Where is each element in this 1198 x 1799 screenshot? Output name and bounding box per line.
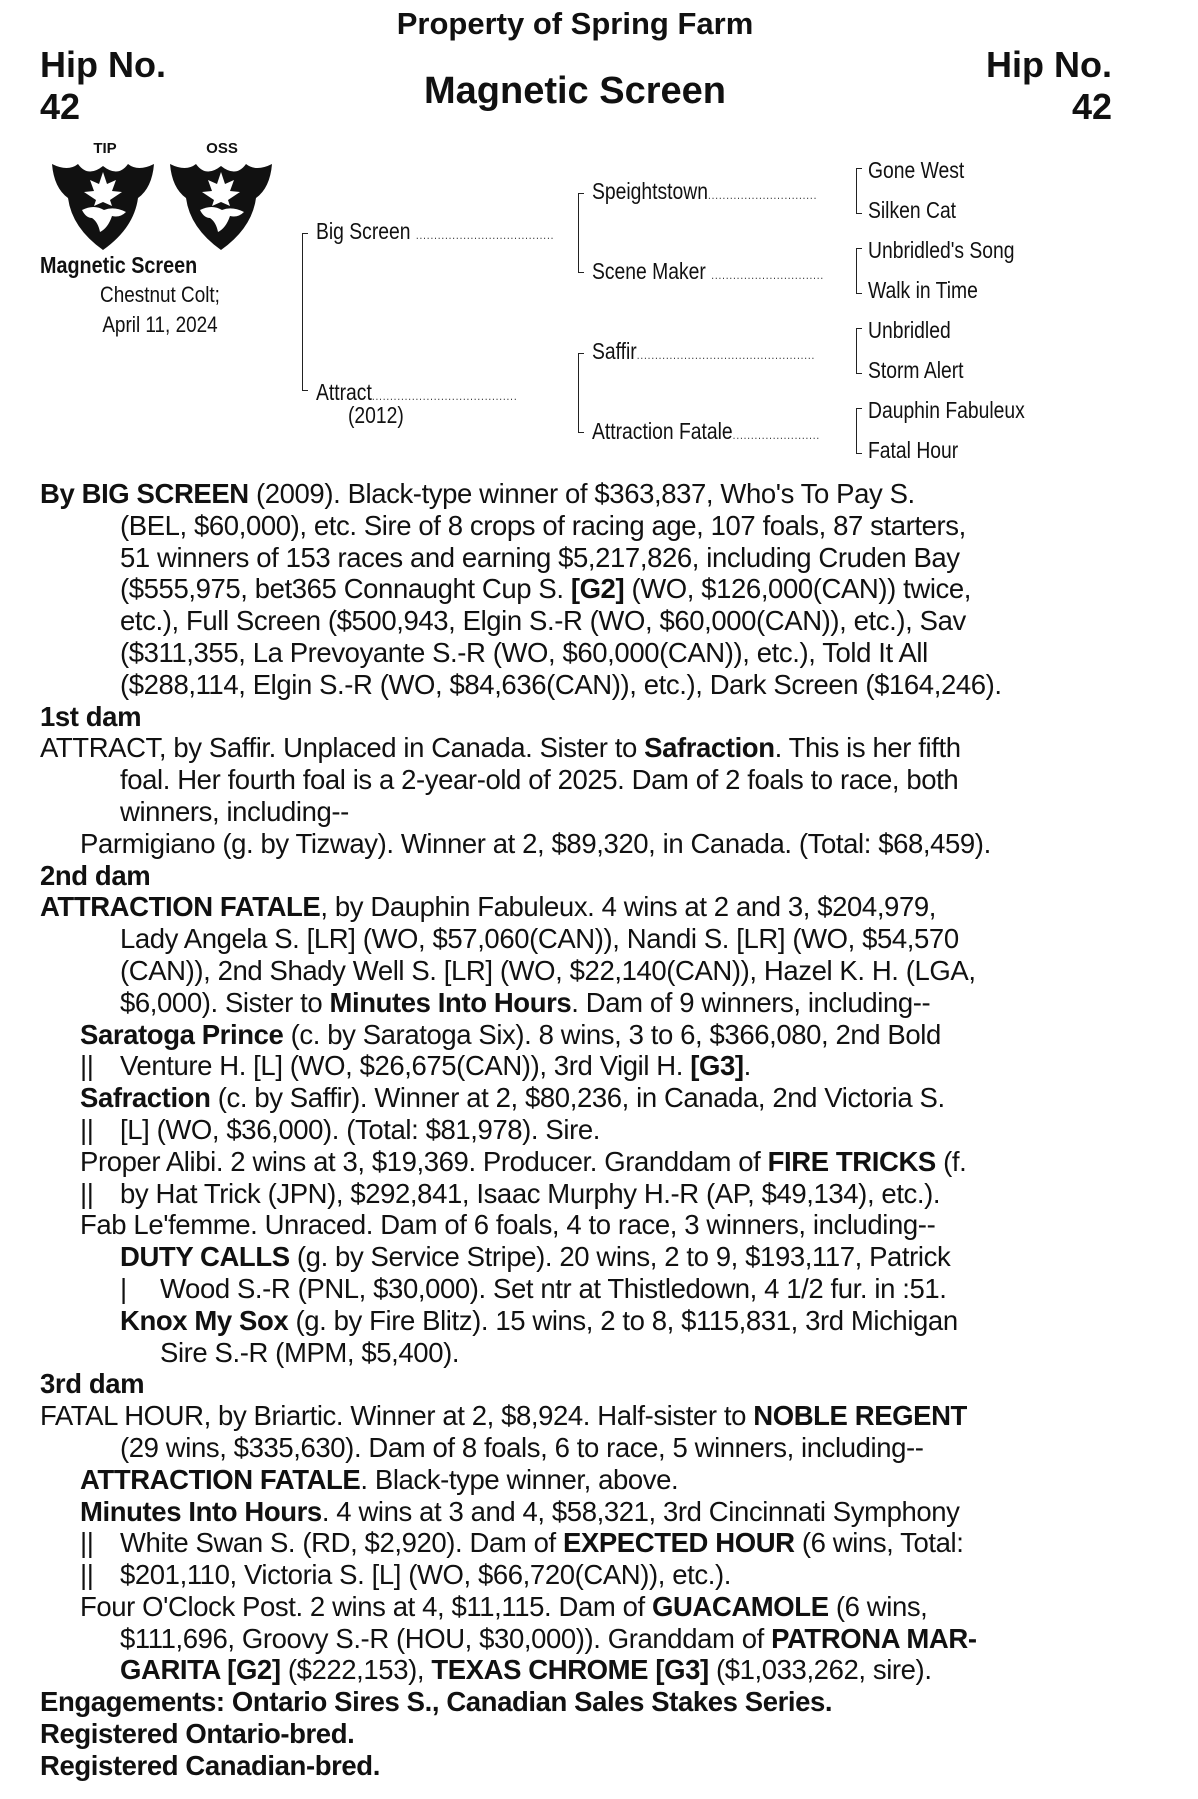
pedigree-bracket bbox=[856, 408, 857, 454]
pedigree-g3-5: Unbridled bbox=[868, 317, 951, 343]
pedigree-bracket bbox=[578, 193, 579, 273]
oss-caption: OSS bbox=[206, 140, 238, 157]
sire-name: BIG SCREEN bbox=[81, 478, 249, 509]
third-dam-section: 3rd dam FATAL HOUR, by Briartic. Winner at 2, $8,924. Half-sister to NOBLE REGENT (29 wins, $335,630). Dam of 8 foals, 6 to race, 5 winners, including-- ATTRACTION FATALE. Black-type winner, above. Minutes Into Hours. 4 wins at 3 and 4, $58,321, 3rd Cincinnati Symphony || White Swan S. (RD, $2,920). Dam of EXPECTED HOUR (6 wins, Total: || $201,110, Victoria S. [L] (WO, $66,720(CAN)), etc.). Four O'Clock Post. 2 wins at 4, $11,115. Dam of GUACAMOLE (6 wins, $111,696, Groovy S.-R (HOU, $30,000)). Granddam of PATRONA MAR- GARITA [G2] ($222,153), TEXAS CHROME [G3] ($1,033,262, sire). bbox=[40, 1368, 1120, 1686]
horse-info-name: Magnetic Screen bbox=[40, 252, 198, 278]
pedigree-sire-sire: Speightstown.............................. bbox=[592, 178, 818, 204]
hip-number: 42 bbox=[1071, 86, 1112, 127]
hip-label: Hip No. bbox=[986, 44, 1112, 85]
oss-logo-icon bbox=[166, 158, 276, 253]
horse-name-title: Magnetic Screen bbox=[424, 70, 726, 112]
pedigree-g3-3: Unbridled's Song bbox=[868, 237, 1015, 263]
horse-info-description: Chestnut Colt; bbox=[100, 282, 220, 307]
registration-canadian: Registered Canadian-bred. bbox=[40, 1749, 380, 1781]
hip-label: Hip No. bbox=[40, 44, 166, 85]
horse-info-foaled: April 11, 2024 bbox=[102, 312, 218, 337]
sire-paragraph: By BIG SCREEN (2009). Black-type winner of $363,837, Who's To Pay S. (BEL, $60,000), etc. Sire of 8 crops of racing age, 107 foals, 87 starters, 51 winners of 153 races and earning $5,217,826, including Cruden Bay ($555,975, bet365 Connaught Cup S. [G2] (WO, $126,000(CAN)) twice, etc.), Full Screen ($500,943, Elgin S.-R (WO, $60,000(CAN)), etc.), Sav ($311,355, La Prevoyante S.-R (WO, $60,000(CAN)), etc.), Told It All ($288,114, Elgin S.-R (WO, $84,636(CAN)), etc.), Dark Screen ($164,246). bbox=[40, 478, 1002, 700]
catalog-body bbox=[40, 478, 1120, 1782]
second-dam-heading: 2nd dam bbox=[40, 859, 151, 891]
pedigree-g3-4: Walk in Time bbox=[868, 277, 978, 303]
produce-record: Parmigiano (g. by Tizway). Winner at 2, $89,320, in Canada. (Total: $68,459). bbox=[80, 827, 991, 859]
pedigree-bracket bbox=[856, 328, 857, 374]
pedigree-dam-dam: Attraction Fatale........................ bbox=[592, 418, 821, 444]
second-dam-section: 2nd dam ATTRACTION FATALE, by Dauphin Fabuleux. 4 wins at 2 and 3, $204,979, Lady Angela S. [LR] (WO, $57,060(CAN)), Nandi S. [LR] (WO, $54,570 (CAN)), 2nd Shady Well S. [LR] (WO, $22,140(CAN)), Hazel K. H. (LGA, $6,000). Sister to Minutes Into Hours. Dam of 9 winners, including-- Saratoga Prince (c. by Saratoga Six). 8 wins, 3 to 6, $366,080, 2nd Bold || Venture H. [L] (WO, $26,675(CAN)), 3rd Vigil H. [G3]. Safraction (c. by Saffir). Winner at 2, $80,236, in Canada, 2nd Victoria S. || [L] (WO, $36,000). (Total: $81,978). Sire. Proper Alibi. 2 wins at 3, $19,369. Producer. Granddam of FIRE TRICKS (f. || by Hat Trick (JPN), $292,841, Isaac Murphy H.-R (AP, $49,134), etc.). Fab Le'femme. Unraced. Dam of 6 foals, 4 to race, 3 winners, including-- DUTY CALLS (g. by Service Stripe). 20 wins, 2 to 9, $193,117, Patrick | Wood S.-R (PNL, $30,000). Set ntr at Thistledown, 4 1/2 fur. in :51. Knox My Sox (g. by Fire Blitz). 15 wins, 2 to 8, $115,831, 3rd Michigan Sire S.-R (MPM, $5,400). bbox=[40, 860, 1120, 1369]
pedigree-bracket bbox=[856, 168, 857, 214]
pedigree-g3-8: Fatal Hour bbox=[868, 437, 959, 463]
registration-ontario: Registered Ontario-bred. bbox=[40, 1718, 355, 1750]
engagements: Engagements: Ontario Sires S., Canadian Sales Stakes Series. bbox=[40, 1686, 833, 1718]
pedigree-sire-dam: Scene Maker ............................... bbox=[592, 258, 825, 284]
third-dam-heading: 3rd dam bbox=[40, 1368, 145, 1400]
pedigree-sire: Big Screen ...................................... bbox=[316, 218, 555, 244]
pedigree-bracket bbox=[856, 248, 857, 294]
consignor-line: Property of Spring Farm bbox=[396, 6, 754, 41]
footer-section bbox=[40, 1686, 1120, 1781]
pedigree-bracket bbox=[302, 233, 303, 391]
pedigree-g3-7: Dauphin Fabuleux bbox=[868, 397, 1025, 423]
hip-number-right bbox=[986, 44, 1112, 128]
pedigree-dam: Attract........................................ bbox=[316, 379, 518, 405]
pedigree-dam-sire: Saffir................................................. bbox=[592, 338, 816, 364]
pedigree-g3-6: Storm Alert bbox=[868, 357, 964, 383]
hip-number: 42 bbox=[40, 86, 81, 127]
pedigree-g3-2: Silken Cat bbox=[868, 197, 957, 223]
pedigree-bracket bbox=[578, 353, 579, 433]
tip-caption: TIP bbox=[93, 140, 117, 157]
pedigree-g3-1: Gone West bbox=[868, 157, 965, 183]
first-dam-section: 1st dam ATTRACT, by Saffir. Unplaced in Canada. Sister to Safraction. This is her fifth foal. Her fourth foal is a 2-year-old of 2025. Dam of 2 foals to race, both winners, including-- Parmigiano (g. by Tizway). Winner at 2, $89,320, in Canada. (Total: $68,459). bbox=[40, 701, 1120, 860]
tip-logo-icon bbox=[48, 158, 158, 253]
first-dam-heading: 1st dam bbox=[40, 700, 142, 732]
pedigree-dam-year: (2012) bbox=[348, 402, 404, 428]
